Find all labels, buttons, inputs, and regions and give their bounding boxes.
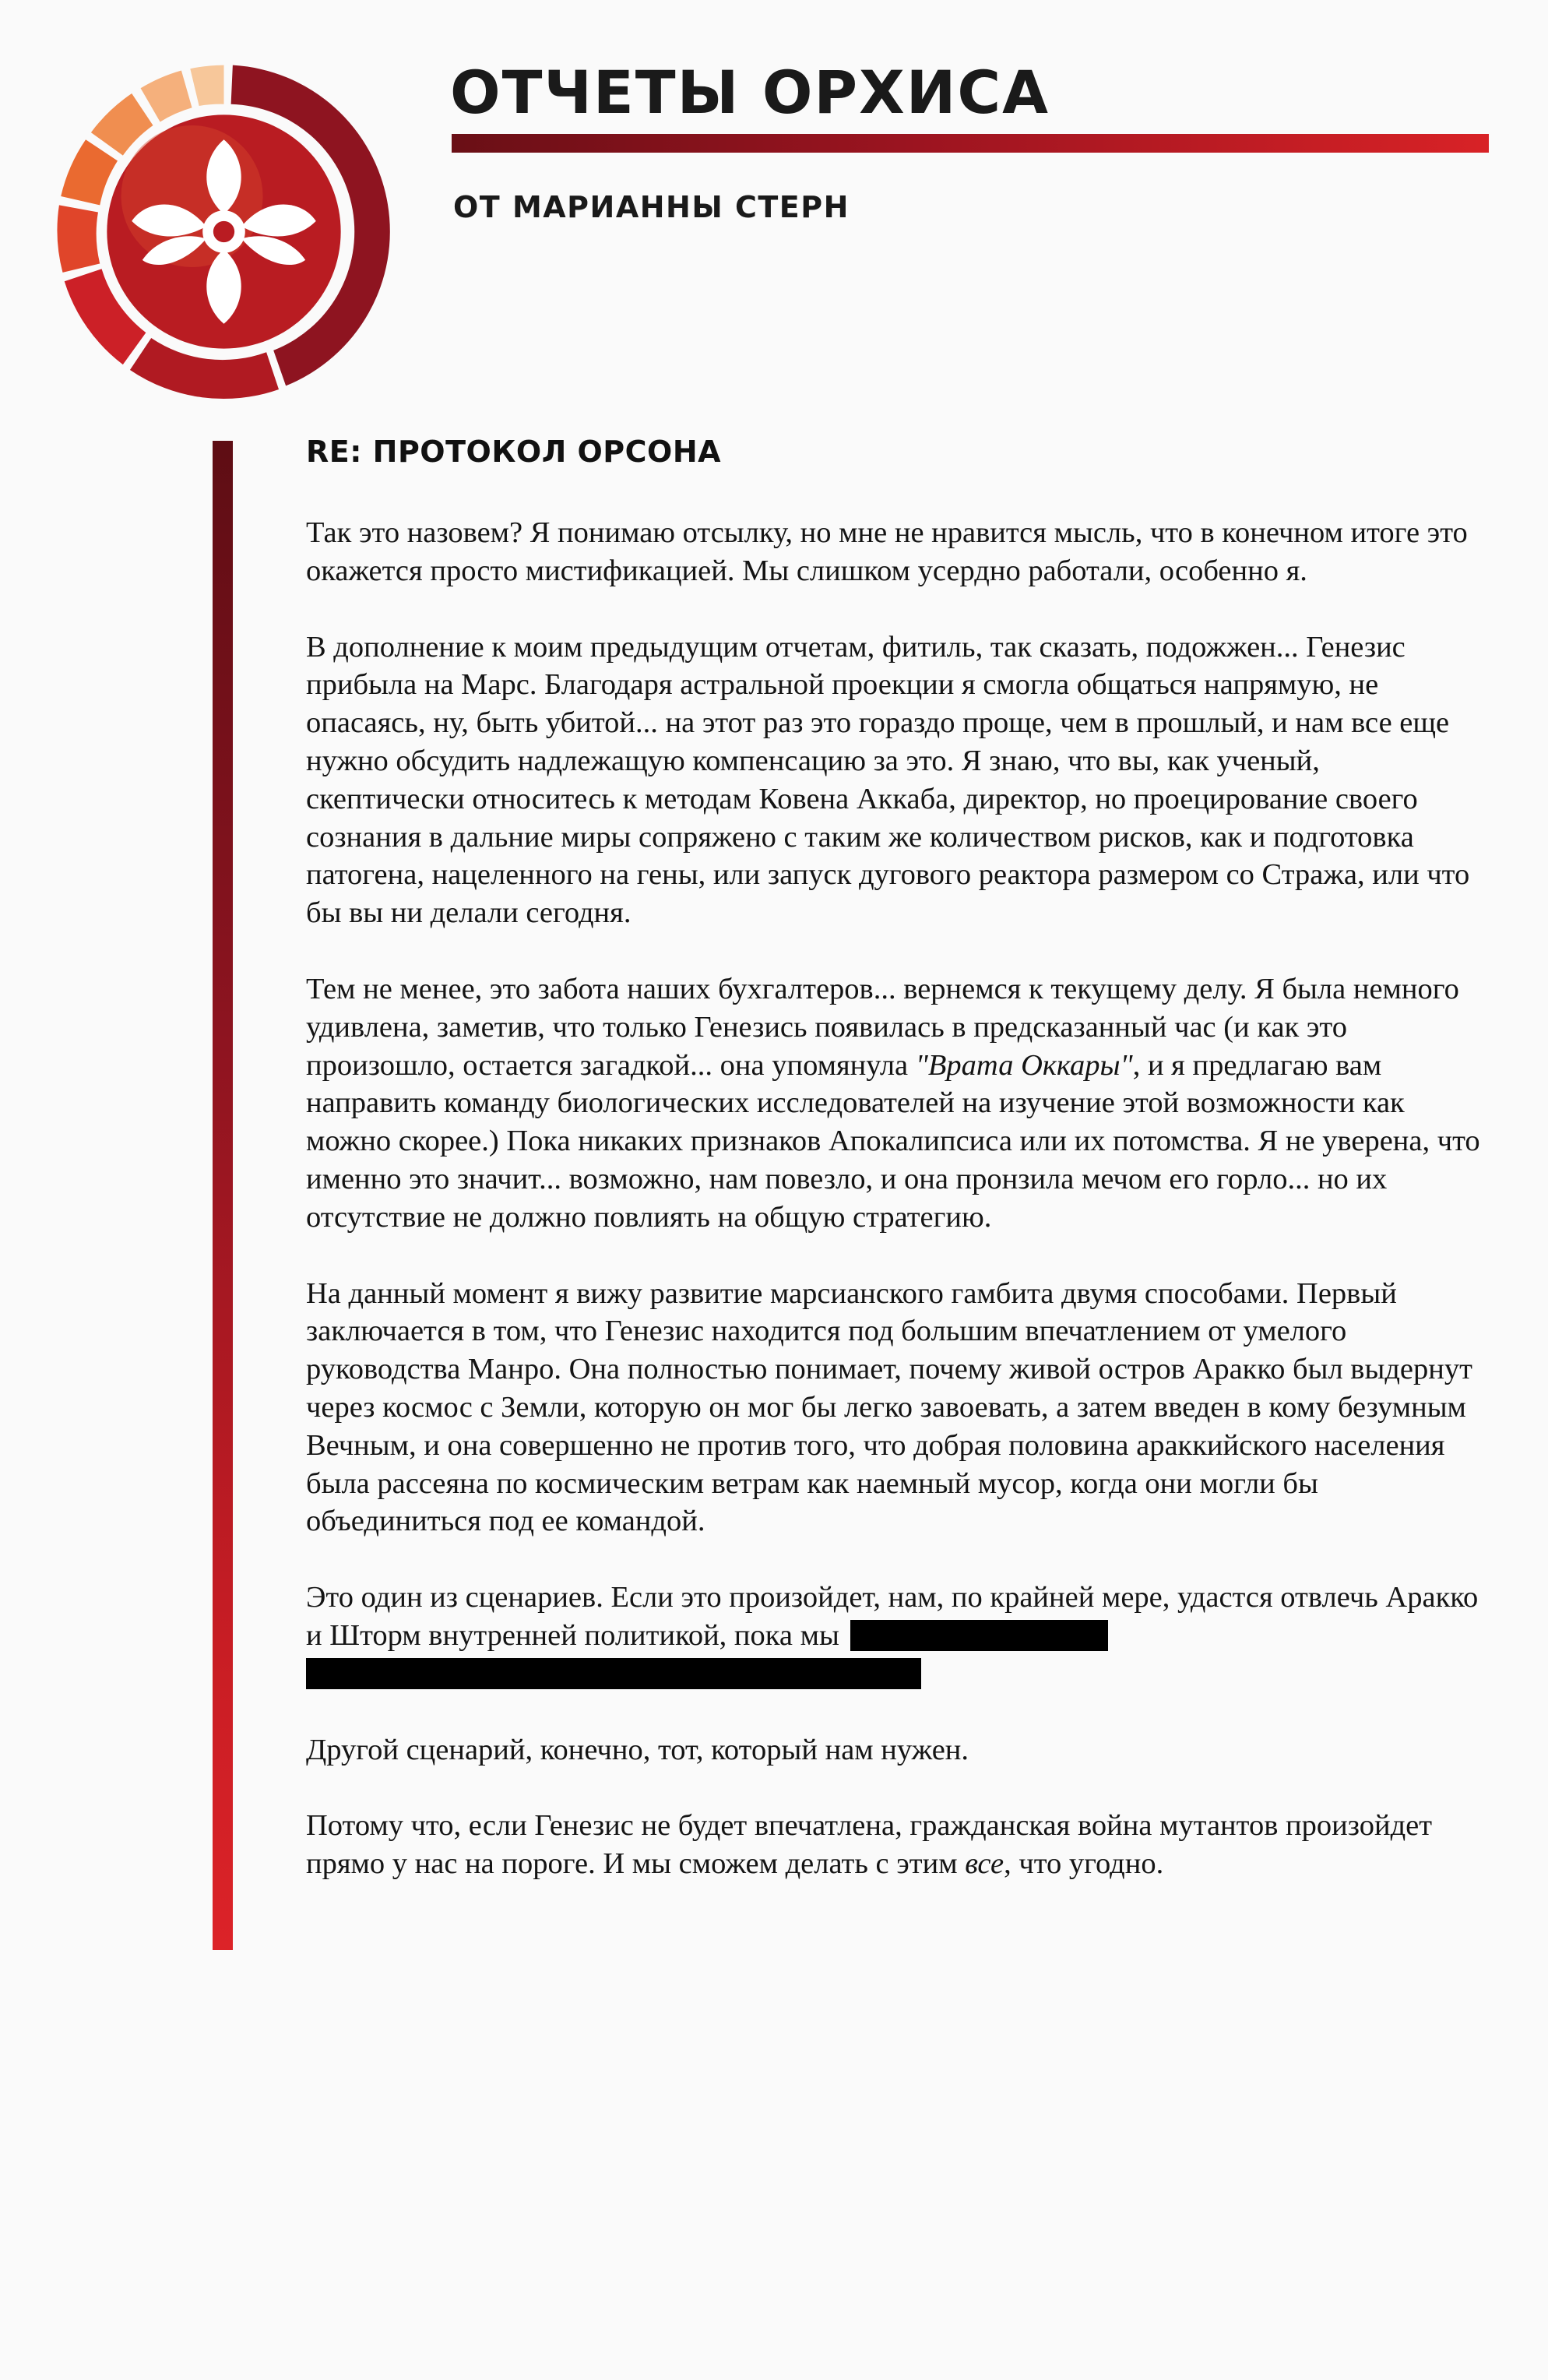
paragraph-2: В дополнение к моим предыдущим отчетам, фитиль, так сказать, подожжен... Генезис прибыла на Марс. Благодаря астральной проекции я смогла общаться напрямую, не опасаясь, ну, быть убитой... на этот раз это гораздо проще, чем в прошлый, и нам все еще нужно обсудить надлежащую компенсацию за это. Я знаю, что вы, как ученый, скептически относитесь к методам Ковена Аккаба, директор, но проецирование своего сознания в дальние миры сопряжено с таким же количеством рисков, как и подготовка патогена, нацеленного на гены, или запуск дугового реактора размером со Стража, или что бы вы ни делали сегодня. [306, 630, 1470, 930]
paragraph-1: Так это назовем? Я понимаю отсылку, но мне не нравится мысль, что в конечном итоге это окажется просто мистификацией. Мы слишком усердно работали, особенно я. [306, 516, 1468, 587]
report-heading: RE: ПРОТОКОЛ ОРСОНА [306, 435, 722, 469]
orchis-logo [47, 55, 401, 409]
paragraph-7-italic: все [965, 1847, 1004, 1881]
paragraph-3 [306, 970, 1482, 1237]
paragraph-4: На данный момент я вижу развитие марсианского гамбита двумя способами. Первый заключается в том, что Генезис находится под большим впечатлением от умелого руководства Манро. Она полностью понимает, почему живой остров Аракко был выдернут через космос с Земли, которую он мог бы легко завоевать, а затем введен в кому безумным Вечным, и она совершенно не против того, что добрая половина араккийского населения была рассеяна по космическим ветрам как наемный мусор, когда они могли бы объединиться под ее командой. [306, 1276, 1472, 1538]
paragraph-3-text-a: Тем не менее, это забота наших бухгалтеров... вернемся к текущему делу. Я была немного удивлена, заметив, что только Генезись появилась в предсказанный час (и как это произошло, остается загадкой... она упомянула [306, 972, 1459, 1082]
paragraph-7-text-a: Потому что, если Генезис не будет впечатлена, гражданская война мутантов произойдет прямо у нас на пороге. И мы сможем делать с этим [306, 1809, 1433, 1881]
title-underline-bar [452, 134, 1489, 153]
report-body [306, 435, 1482, 1921]
paragraph-5 [306, 1579, 1482, 1692]
author-subtitle: ОТ МАРИАННЫ СТЕРН [453, 190, 850, 224]
paragraph-6: Другой сценарий, конечно, тот, который нам нужен. [306, 1733, 969, 1766]
paragraph-7 [306, 1807, 1482, 1883]
page-title: ОТЧЕТЫ ОРХИСА [450, 58, 1050, 127]
paragraph-3-text-b: , и я предлагаю вам направить команду биологических исследователей на изучение этой возможности как можно скорее.) Пока никаких признаков Апокалипсиса или их потомства. Я не уверена, что именно это значит... возможно, нам повезло, и она пронзила мечом его горло... но их отсутствие не должно повлиять на общую стратегию. [306, 1048, 1480, 1234]
paragraph-7-text-b: , что угодно. [1004, 1847, 1164, 1881]
redaction-bar [850, 1620, 1108, 1651]
redaction-bar [306, 1658, 921, 1689]
paragraph-5-text: Это один из сценариев. Если это произойдет, нам, по крайней мере, удастся отвлечь Аракко и Шторм внутренней политикой, пока мы [306, 1581, 1479, 1652]
paragraph-3-italic: "Врата Оккары" [915, 1048, 1133, 1082]
accent-side-bar [213, 441, 233, 1950]
